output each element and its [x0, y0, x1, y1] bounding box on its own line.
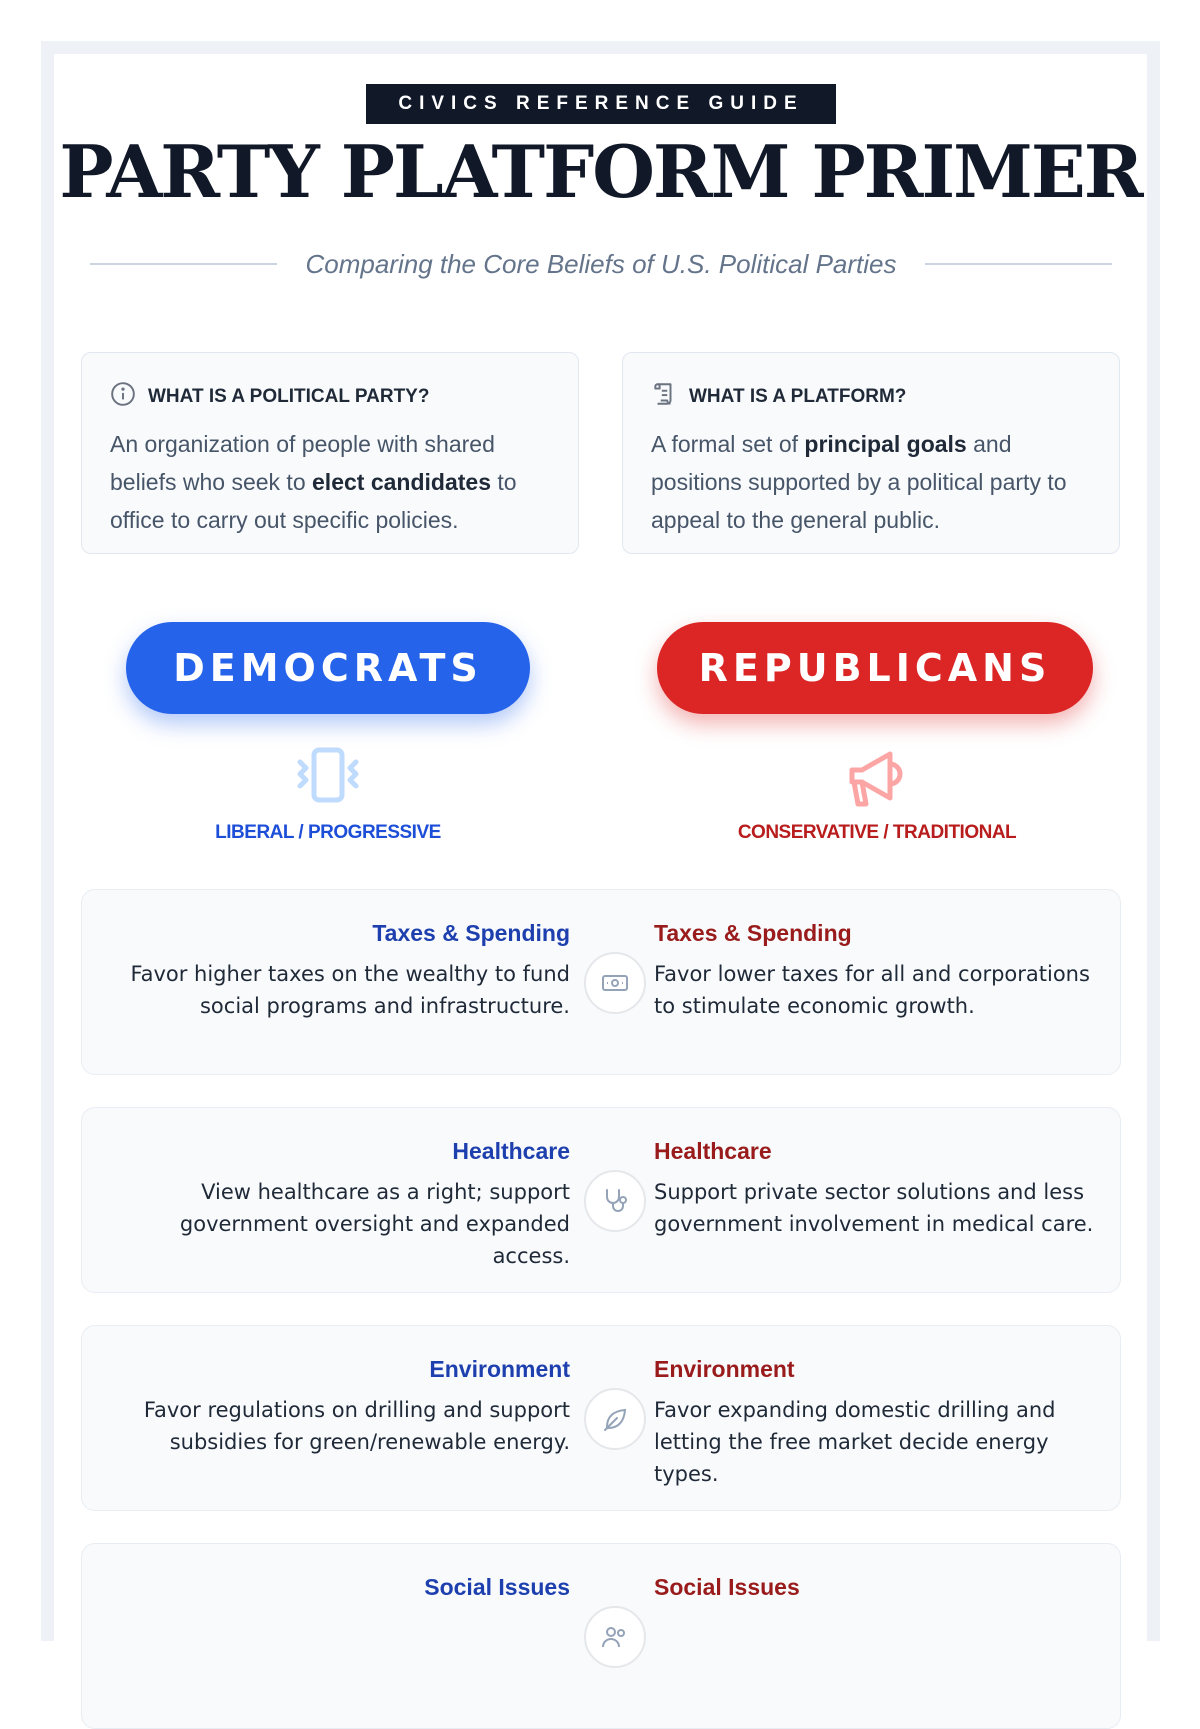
issue-title: Taxes & Spending: [372, 920, 570, 946]
democrats-tagline: LIBERAL / PROGRESSIVE: [215, 822, 441, 843]
money-icon: [584, 952, 646, 1014]
issue-text: View healthcare as a right; support government oversight and expanded access.: [179, 1180, 570, 1268]
reference-sheet: [54, 54, 1147, 1654]
issue-text: Favor expanding domestic drilling and letting the free market decide energy types.: [654, 1398, 1056, 1486]
definition-card-party: [81, 352, 579, 554]
issue-row-taxes: [81, 889, 1121, 1075]
definition-card-platform: [622, 352, 1120, 554]
definition-text: An organization of people with shared beliefs who seek to elect candidates to office to carry out specific policies.: [110, 431, 517, 533]
divider-left: [90, 263, 277, 265]
republican-position: [654, 1354, 1114, 1490]
issue-row-social: [81, 1543, 1121, 1729]
issue-text: Favor lower taxes for all and corporations to stimulate economic growth.: [654, 962, 1090, 1018]
issue-text: Favor higher taxes on the wealthy to fund social programs and infrastructure.: [130, 962, 570, 1018]
issue-title: Environment: [429, 1356, 570, 1382]
issue-text: Support private sector solutions and less government involvement in medical care.: [654, 1180, 1094, 1236]
issue-title: Healthcare: [654, 1138, 772, 1164]
definition-heading: [110, 381, 550, 413]
page-subtitle: Comparing the Core Beliefs of U.S. Political Parties: [305, 248, 897, 279]
republican-position: [654, 1136, 1114, 1240]
people-icon: [584, 1606, 646, 1668]
info-icon: [110, 381, 136, 413]
republicans-button[interactable]: REPUBLICANS: [657, 622, 1093, 714]
page-title: PARTY PLATFORM PRIMER: [59, 129, 1142, 214]
kicker-banner: CIVICS REFERENCE GUIDE: [366, 84, 836, 124]
issue-title: Social Issues: [654, 1574, 800, 1600]
issue-text: Favor regulations on drilling and support subsidies for green/renewable energy.: [143, 1398, 570, 1454]
democrat-position: [110, 1354, 570, 1458]
issue-title: Healthcare: [452, 1138, 570, 1164]
democrat-position: [110, 918, 570, 1022]
definition-heading-text: WHAT IS A PLATFORM?: [689, 386, 907, 407]
definition-heading-text: WHAT IS A POLITICAL PARTY?: [148, 386, 430, 407]
definition-heading: [651, 381, 1091, 413]
democrat-position: [110, 1136, 570, 1272]
mobile-vibrate-icon: [288, 742, 368, 814]
stethoscope-icon: [584, 1170, 646, 1232]
issue-title: Taxes & Spending: [654, 920, 852, 946]
divider-right: [925, 263, 1112, 265]
subtitle-row: [90, 248, 1112, 280]
democrats-button[interactable]: DEMOCRATS: [126, 622, 530, 714]
issue-row-healthcare: [81, 1107, 1121, 1293]
issue-row-environment: [81, 1325, 1121, 1511]
issue-title: Environment: [654, 1356, 795, 1382]
scroll-icon: [651, 381, 677, 413]
republican-position: [654, 1572, 1114, 1612]
democrat-position: [110, 1572, 570, 1612]
republicans-tagline: CONSERVATIVE / TRADITIONAL: [737, 822, 1017, 843]
issue-title: Social Issues: [424, 1574, 570, 1600]
megaphone-icon: [838, 742, 918, 814]
leaf-icon: [584, 1388, 646, 1450]
republican-position: [654, 918, 1114, 1022]
definition-text: A formal set of principal goals and positions supported by a political party to appeal to the general public.: [651, 431, 1067, 533]
